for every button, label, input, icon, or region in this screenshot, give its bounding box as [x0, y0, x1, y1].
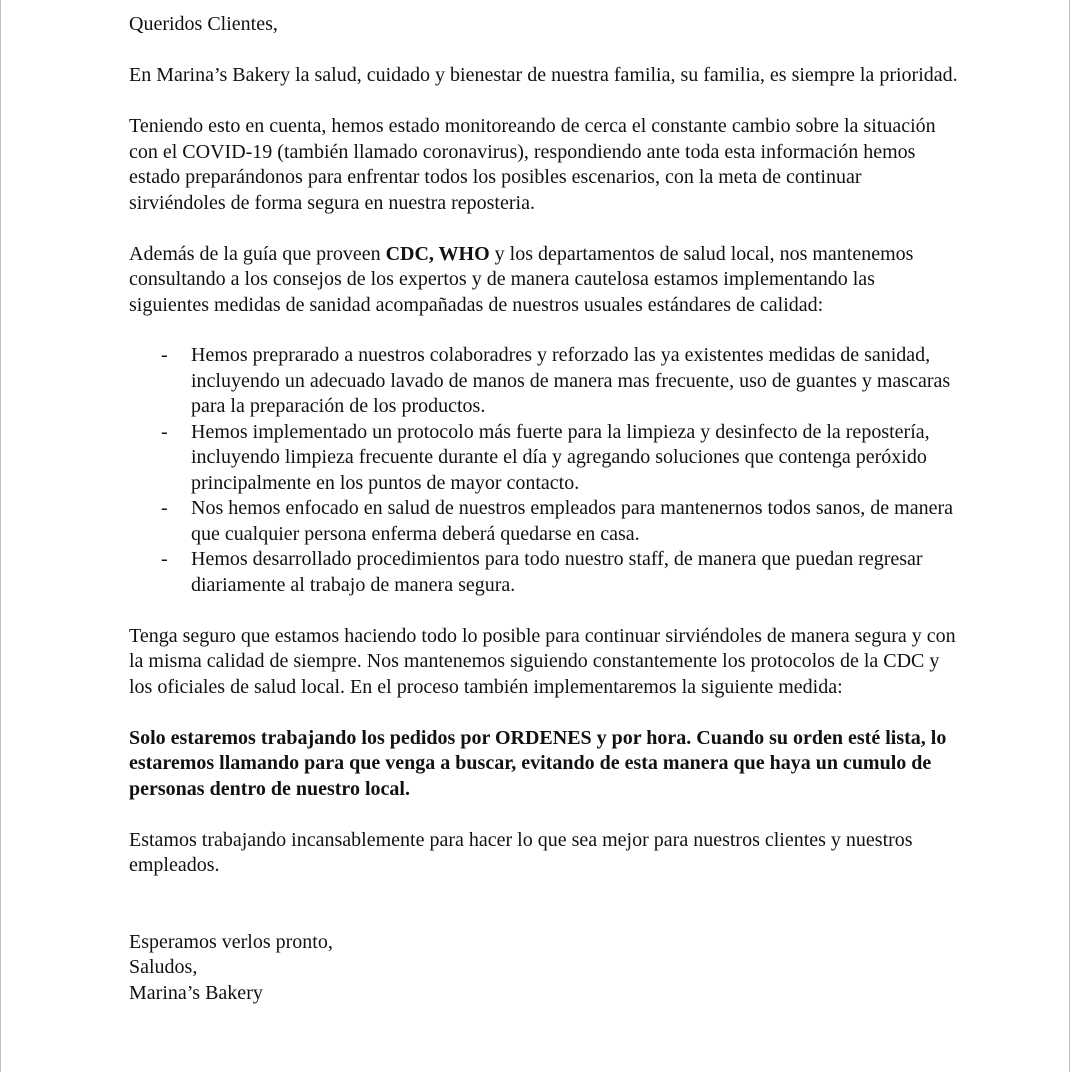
- paragraph-gap: [129, 216, 959, 242]
- salutation-line: Saludos,: [129, 956, 198, 978]
- dash-bullet: -: [161, 344, 168, 366]
- measure-text: Hemos desarrollado procedimientos para todo nuestro staff, de manera que puedan regresar diariamente al trabajo de manera segura.: [191, 548, 923, 596]
- paragraph-gap: [129, 38, 959, 64]
- list-item: [129, 420, 959, 497]
- measure-text: Hemos preprarado a nuestros colaboradres y reforzado las ya existentes medidas de sanidad, incluyendo un adecuado lavado de manos de manera mas frecuente, uso de guantes y mascaras para la preparación de los productos.: [191, 344, 951, 417]
- paragraph-gap: [129, 700, 959, 726]
- paragraph-priority: En Marina’s Bakery la salud, cuidado y bienestar de nuestra familia, su familia, es siempre la prioridad.: [129, 64, 958, 86]
- paragraph-gap: [129, 802, 959, 828]
- paragraph-guidance: [129, 242, 959, 319]
- greeting: Queridos Clientes,: [129, 13, 278, 35]
- guidance-organizations: CDC, WHO: [385, 242, 490, 265]
- guidance-text-before: Además de la guía que proveen: [129, 242, 386, 265]
- dash-bullet: -: [161, 548, 168, 570]
- dash-bullet: -: [161, 420, 168, 443]
- paragraph-assurance: Tenga seguro que estamos haciendo todo lo posible para continuar sirviéndoles de manera segura y con la misma calidad de siempre. Nos mantenemos siguiendo constantemente los protocolos de la CDC y los oficiales de salud local. En el proceso también implementaremos la siguiente medida:: [129, 624, 956, 698]
- guidance-text-after: y los departamentos de salud local, nos mantenemos consultando a los consejos de los expertos y de manera cautelosa estamos implementando las siguientes medidas de sanidad acompañadas de nuestros usuales estándares de calidad:: [129, 242, 914, 316]
- paragraph-gap: [129, 598, 959, 624]
- closing-line: Esperamos verlos pronto,: [129, 930, 333, 953]
- measure-text: Nos hemos enfocado en salud de nuestros empleados para mantenernos todos sanos, de manera que cualquier persona enferma deberá quedarse en casa.: [191, 497, 954, 545]
- paragraph-gap: [129, 89, 959, 115]
- paragraph-gap: [129, 318, 959, 343]
- letter-body: [129, 12, 959, 1006]
- dash-bullet: -: [161, 497, 168, 519]
- paragraph-orders-notice: Solo estaremos trabajando los pedidos por ORDENES y por hora. Cuando su orden esté lista, lo estaremos llamando para que venga a buscar, evitando de esta manera que haya un cumulo de personas dentro de nuestro local.: [129, 726, 947, 800]
- measure-text: Hemos implementado un protocolo más fuerte para la limpieza y desinfecto de la repostería, incluyendo limpieza frecuente durante el día y agregando soluciones que contenga peróxido principalmente en los puntos de mayor contacto.: [191, 420, 930, 494]
- measures-list: [129, 343, 959, 598]
- list-item: [129, 343, 959, 420]
- list-item: [129, 496, 959, 547]
- signature-gap: [129, 879, 959, 930]
- list-item: [129, 547, 959, 598]
- paragraph-monitoring: Teniendo esto en cuenta, hemos estado monitoreando de cerca el constante cambio sobre la situación con el COVID-19 (también llamado coronavirus), respondiendo ante toda esta información hemos estado preparándonos para enfrentar todos los posibles escenarios, con la meta de continuar sirviéndoles de forma segura en nuestra reposteria.: [129, 115, 936, 214]
- signature-line: Marina’s Bakery: [129, 981, 263, 1004]
- paragraph-commitment: Estamos trabajando incansablemente para hacer lo que sea mejor para nuestros clientes y nuestros empleados.: [129, 828, 913, 876]
